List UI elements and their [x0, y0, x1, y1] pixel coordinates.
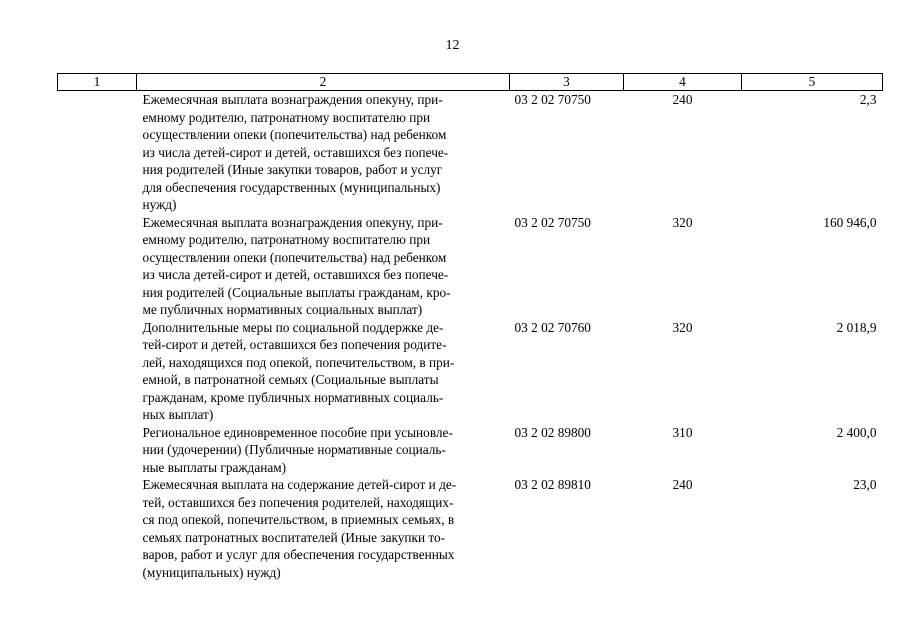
row-number-cell: [58, 91, 137, 214]
table-header: [58, 74, 883, 91]
name-line: емному родителю, патронатному воспитателю при: [142, 109, 431, 125]
row-code-cell: 03 2 02 89800: [514, 424, 591, 440]
row-expense-type-cell: 240: [672, 92, 693, 107]
name-line: Ежемесячная выплата вознаграждения опекуну, при-: [142, 92, 443, 107]
row-name-cell: [137, 91, 510, 214]
row-code-cell: 03 2 02 70750: [514, 214, 591, 230]
row-amount-cell: 2 018,9: [836, 319, 877, 335]
name-line: гражданам, кроме публичных нормативных социаль-: [142, 389, 444, 405]
table-row: [58, 91, 883, 214]
name-line: ные выплаты гражданам): [142, 459, 287, 475]
row-code-cell: 03 2 02 70750: [514, 92, 591, 107]
name-line: Ежемесячная выплата вознаграждения опекуну, при-: [142, 214, 443, 230]
table-body: [58, 91, 883, 582]
row-code-cell: 03 2 02 70760: [514, 319, 591, 335]
name-line: емному родителю, патронатному воспитателю при: [142, 232, 431, 247]
header-col-2: 2: [137, 74, 510, 91]
row-name-cell: [137, 424, 510, 477]
table-row: [58, 476, 883, 581]
name-line: ных выплат): [142, 407, 214, 422]
page-number: 12: [445, 38, 460, 53]
name-line: ния родителей (Социальные выплаты гражданам, кро-: [142, 284, 451, 300]
row-expense-type-cell: 240: [672, 477, 693, 492]
row-name-cell: [137, 476, 510, 581]
name-line: тей, оставшихся без попечения родителей, находящих-: [142, 494, 454, 510]
name-line: Дополнительные меры по социальной поддержке де-: [142, 319, 444, 335]
name-line: Региональное единовременное пособие при усыновле-: [142, 424, 453, 440]
table-row: [58, 214, 883, 319]
budget-table: [57, 73, 883, 581]
header-col-3: 3: [510, 74, 624, 91]
name-line: Ежемесячная выплата на содержание детей-сирот и де-: [142, 477, 457, 492]
row-amount-cell: 160 946,0: [823, 214, 877, 230]
name-line: лей, находящихся под опекой, попечительством, в при-: [142, 354, 455, 370]
name-line: тей-сирот и детей, оставшихся без попечения родите-: [142, 337, 447, 352]
row-code-cell: 03 2 02 89810: [514, 477, 591, 492]
name-line: варов, работ и услуг для обеспечения государственных: [142, 547, 455, 562]
name-line: осуществлении опеки (попечительства) над ребенком: [142, 127, 447, 142]
row-name-cell: [137, 214, 510, 319]
table-row: [58, 424, 883, 477]
name-line: (муниципальных) нужд): [142, 564, 281, 580]
name-line: ся под опекой, попечительством, в приемных семьях, в: [142, 512, 455, 527]
name-line: из числа детей-сирот и детей, оставшихся без попече-: [142, 267, 449, 282]
row-expense-type-cell: 310: [672, 424, 693, 440]
header-col-1: 1: [58, 74, 137, 91]
row-amount-cell: 2,3: [859, 92, 877, 107]
header-row: [58, 74, 883, 91]
row-name-cell: [137, 319, 510, 424]
name-line: нужд): [142, 197, 177, 212]
name-line: ния родителей (Иные закупки товаров, работ и услуг: [142, 162, 443, 177]
table-row: [58, 319, 883, 424]
row-amount-cell: 2 400,0: [836, 424, 877, 440]
name-line: семьях патронатных воспитателей (Иные закупки то-: [142, 529, 446, 545]
header-col-4: 4: [624, 74, 742, 91]
row-number-cell: [58, 424, 137, 477]
name-line: осуществлении опеки (попечительства) над ребенком: [142, 249, 447, 265]
name-line: емной, в патронатной семьях (Социальные выплаты: [142, 372, 439, 387]
name-line: для обеспечения государственных (муниципальных): [142, 179, 441, 195]
row-expense-type-cell: 320: [672, 214, 693, 230]
name-line: из числа детей-сирот и детей, оставшихся без попече-: [142, 144, 449, 160]
row-number-cell: [58, 214, 137, 319]
name-line: ме публичных нормативных социальных выплат): [142, 302, 423, 317]
row-amount-cell: 23,0: [853, 477, 877, 492]
name-line: нии (удочерении) (Публичные нормативные социаль-: [142, 442, 446, 457]
row-number-cell: [58, 319, 137, 424]
header-col-5: 5: [742, 74, 883, 91]
row-expense-type-cell: 320: [672, 319, 693, 335]
row-number-cell: [58, 476, 137, 581]
